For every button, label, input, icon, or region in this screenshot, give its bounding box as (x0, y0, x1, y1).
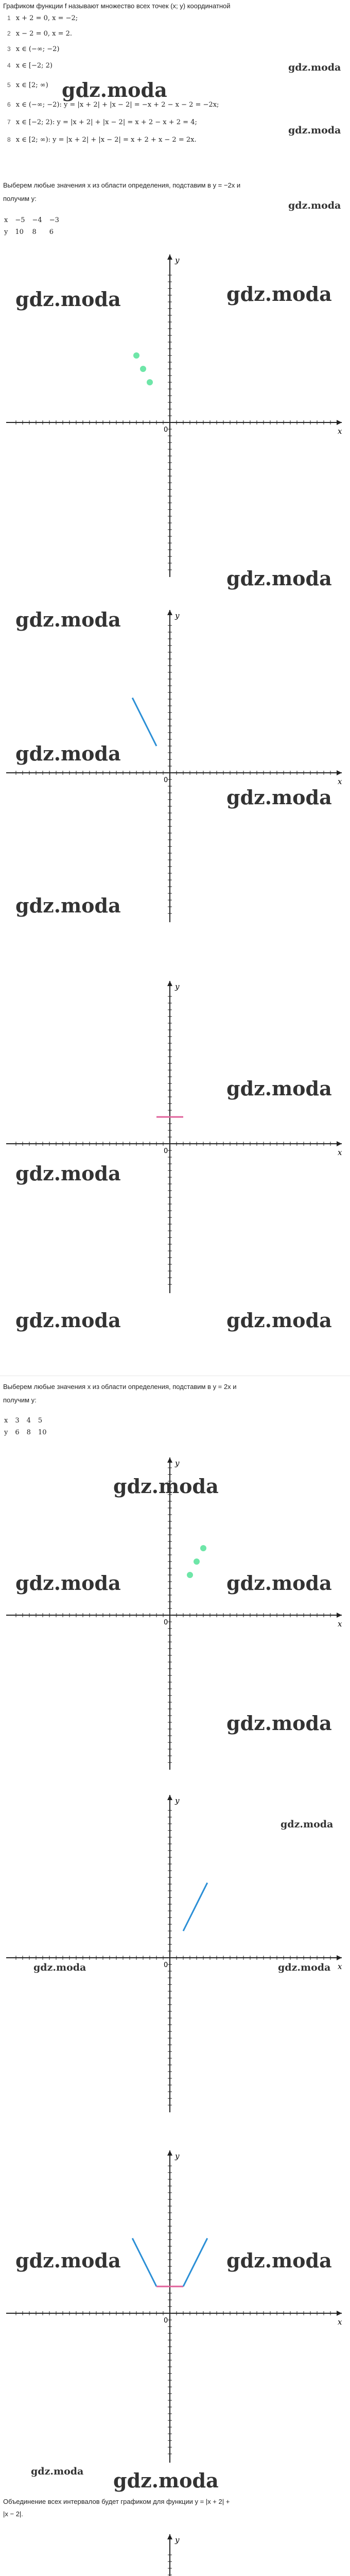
origin-label: 0 (164, 1961, 168, 1969)
x-axis-arrow (337, 420, 342, 425)
table-header-x: x (4, 1417, 8, 1425)
watermark: gdz.moda (15, 287, 121, 311)
choose-text-1: Выберем любые значения x из области определения, подставим в y = −2x и (3, 181, 241, 189)
table-header-y: y (4, 1429, 8, 1436)
watermark: gdz.moda (288, 200, 341, 211)
watermark: gdz.moda (288, 125, 341, 136)
watermark: gdz.moda (226, 1077, 332, 1100)
watermark: gdz.moda (226, 567, 332, 590)
step-3: 3 x ∈ (−∞; −2) (7, 45, 60, 53)
table-cell: −5 (15, 216, 25, 224)
watermark: gdz.moda (226, 2249, 332, 2272)
x-axis-arrow (337, 1955, 342, 1960)
table-row (3, 226, 65, 238)
table-cell: −4 (32, 216, 42, 224)
y-axis-arrow (167, 1458, 172, 1463)
origin-label: 0 (164, 1619, 168, 1626)
watermark: gdz.moda (226, 786, 332, 809)
data-point (200, 1545, 206, 1551)
origin-label: 0 (164, 776, 168, 784)
x-axis-arrow (337, 770, 342, 775)
y-axis-arrow (167, 2534, 172, 2539)
y-axis-label: y (175, 1459, 180, 1468)
watermark: gdz.moda (15, 1571, 121, 1595)
origin-label: 0 (164, 1147, 168, 1155)
table-row (3, 1427, 52, 1438)
watermark: gdz.moda (113, 1475, 219, 1498)
x-axis-label: x (338, 1148, 342, 1157)
x-axis-arrow (337, 1141, 342, 1146)
origin-label: 0 (164, 2317, 168, 2325)
x-axis-label: x (338, 2317, 342, 2327)
step-6: 6 x ∈ (−∞; −2): y = |x + 2| + |x − 2| = −x + 2 − x − 2 = −2x; (7, 101, 219, 109)
step-3-text: x ∈ (−∞; −2) (15, 45, 60, 53)
table-cell: −3 (49, 216, 59, 224)
watermark: gdz.moda (226, 282, 332, 306)
watermark: gdz.moda (33, 1962, 86, 1973)
watermark: gdz.moda (15, 742, 121, 765)
line-y-minus-2x (132, 698, 156, 746)
data-point (187, 1572, 193, 1578)
table-row (3, 214, 65, 226)
table-cell: 8 (32, 228, 37, 236)
intro-text: Графиком функции f называют множество всех точек (x; y) координатной (3, 2, 231, 10)
data-point (147, 379, 153, 385)
table-cell: 6 (15, 1429, 20, 1436)
step-1: 1 x + 2 = 0, x = −2; (7, 14, 78, 22)
choose-text-1b: получим y: (3, 195, 37, 202)
table-cell: 3 (15, 1417, 20, 1425)
choose-text-2: Выберем любые значения x из области определения, подставим в y = 2x и (3, 1383, 237, 1391)
watermark: gdz.moda (281, 1819, 334, 1830)
table-cell: 10 (38, 1429, 47, 1436)
table-cell: 10 (15, 228, 24, 236)
table-cell: 8 (26, 1429, 31, 1436)
graph-line-right (0, 1788, 350, 2123)
x-axis-label: x (338, 777, 342, 786)
origin-label: 0 (164, 426, 168, 434)
data-point (133, 352, 139, 359)
line-y-2x (183, 2238, 207, 2286)
step-7: 7 x ∈ [−2; 2): y = |x + 2| + |x − 2| = x + 2 − x + 2 = 4; (7, 118, 197, 126)
y-axis-arrow (167, 610, 172, 615)
table-cell: 5 (38, 1417, 43, 1425)
step-8: 8 x ∈ [2; ∞): y = |x + 2| + |x − 2| = x + 2 + x − 2 = 2x. (7, 136, 197, 144)
line-y-2x (183, 1883, 207, 1931)
watermark: gdz.moda (15, 2249, 121, 2272)
x-axis-arrow (337, 2311, 342, 2316)
y-axis-label: y (175, 1796, 180, 1805)
graph-segment-middle (0, 974, 350, 1303)
graph-line-left (0, 603, 350, 933)
data-point (194, 1558, 200, 1565)
graph-final (0, 2527, 350, 2576)
final-text-2: |x − 2|. (3, 2510, 23, 2518)
step-4: 4 x ∈ [−2; 2) (7, 62, 52, 70)
data-point (140, 366, 146, 372)
y-axis-label: y (175, 2535, 180, 2545)
values-table-2 (3, 1415, 52, 1438)
watermark: gdz.moda (226, 1309, 332, 1332)
watermark: gdz.moda (15, 1162, 121, 1185)
x-axis-label: x (338, 427, 342, 436)
step-5: 5 x ∈ [2; ∞) (7, 81, 48, 89)
x-axis-label: x (338, 1962, 342, 1971)
y-axis-arrow (167, 1795, 172, 1800)
table-cell: 4 (26, 1417, 31, 1425)
watermark: gdz.moda (113, 2469, 219, 2492)
step-2-text: x − 2 = 0, x = 2. (15, 30, 73, 38)
watermark: gdz.moda (15, 894, 121, 917)
step-7-text: x ∈ [−2; 2): y = |x + 2| + |x − 2| = x + 2 − x + 2 = 4; (15, 118, 197, 126)
x-axis-arrow (337, 1613, 342, 1618)
y-axis-label: y (175, 982, 180, 991)
y-axis-arrow (167, 2150, 172, 2156)
final-text-1: Объединение всех интервалов будет графиком для функции y = |x + 2| + (3, 2498, 230, 2505)
table-header-x: x (4, 216, 8, 224)
watermark: gdz.moda (226, 1711, 332, 1735)
table-row (3, 1415, 52, 1427)
watermark: gdz.moda (62, 78, 167, 101)
line-y-minus-2x (132, 2238, 156, 2286)
watermark: gdz.moda (226, 1571, 332, 1595)
step-4-text: x ∈ [−2; 2) (15, 62, 52, 70)
step-8-text: x ∈ [2; ∞): y = |x + 2| + |x − 2| = x + 2 + x − 2 = 2x. (15, 136, 197, 144)
values-table-1 (3, 214, 65, 238)
watermark: gdz.moda (15, 608, 121, 631)
y-axis-label: y (175, 2151, 180, 2161)
table-cell: 6 (49, 228, 54, 236)
step-2: 2 x − 2 = 0, x = 2. (7, 30, 73, 38)
step-1-text: x + 2 = 0, x = −2; (15, 14, 78, 22)
choose-text-2b: получим y: (3, 1396, 37, 1404)
x-axis-label: x (338, 1619, 342, 1629)
watermark: gdz.moda (15, 1309, 121, 1332)
y-axis-arrow (167, 981, 172, 986)
step-6-text: x ∈ (−∞; −2): y = |x + 2| + |x − 2| = −x + 2 − x − 2 = −2x; (15, 101, 219, 109)
step-5-text: x ∈ [2; ∞) (15, 81, 48, 89)
y-axis-label: y (175, 256, 180, 265)
y-axis-arrow (167, 255, 172, 260)
watermark: gdz.moda (31, 2466, 84, 2477)
watermark: gdz.moda (288, 62, 341, 73)
y-axis-label: y (175, 611, 180, 620)
watermark: gdz.moda (278, 1962, 331, 1973)
graph-combined (0, 2143, 350, 2473)
table-header-y: y (4, 228, 8, 236)
